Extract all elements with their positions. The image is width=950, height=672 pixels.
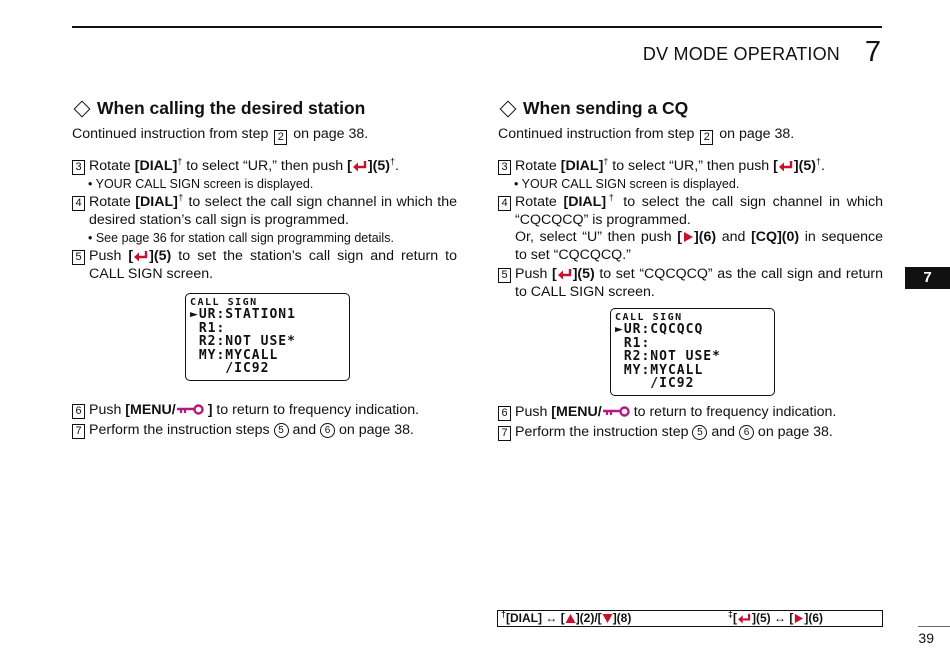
right-arrow-key-icon — [682, 231, 694, 243]
left-step-3: 3 Rotate [DIAL]† to select “UR,” then push [ ](5)†. — [72, 158, 457, 176]
enter-key-icon — [352, 160, 368, 172]
right-bullet-1: • YOUR CALL SIGN screen is displayed. — [514, 177, 740, 191]
page-number: 39 — [918, 630, 934, 646]
left-step-4: 4 Rotate [DIAL]† to select the call sign channel in which the desired station’s call sign is programmed. — [72, 194, 457, 229]
left-column-lower — [72, 402, 457, 441]
right-heading: When sending a CQ — [498, 100, 883, 118]
left-bullet-2: • See page 36 for station call sign programming details. — [88, 231, 394, 245]
section-title: DV MODE OPERATION — [642, 44, 840, 64]
right-continued: Continued instruction from step 2 on page 38. — [498, 125, 795, 143]
right-step-5: 5 Push [ ](5) to set “CQCQCQ” as the call sign and return to CALL SIGN screen. — [498, 266, 883, 301]
right-column — [498, 100, 883, 303]
page-rule — [918, 626, 950, 627]
left-continued: Continued instruction from step 2 on page 38. — [72, 125, 369, 143]
footer-key-note: ‡[ ](5) ↔ [ ](6) — [728, 609, 824, 625]
enter-key-icon — [557, 268, 573, 280]
left-step-6: 6 Push [MENU/ ] to return to frequency indication. — [72, 402, 457, 420]
right-column-lower — [498, 404, 883, 443]
enter-key-icon — [778, 160, 794, 172]
right-step-3: 3 Rotate [DIAL]† to select “UR,” then push [ ](5)†. — [498, 158, 883, 176]
diamond-icon — [500, 100, 517, 117]
right-step-4: 4 Rotate [DIAL]† to select the call sign channel in which “CQCQCQ” is programmed. Or, select “U” then push [ ](6) and [CQ](0) in sequence to set “CQCQCQ.” — [498, 194, 883, 264]
key-icon — [176, 404, 204, 416]
left-step-5: 5 Push [ ](5) to set the station’s call sign and return to CALL SIGN screen. — [72, 248, 457, 283]
chapter-tab[interactable]: 7 — [905, 267, 950, 289]
enter-key-icon — [133, 250, 149, 262]
left-bullet-1: • YOUR CALL SIGN screen is displayed. — [88, 177, 314, 191]
top-rule — [72, 26, 882, 28]
chapter-number: 7 — [864, 36, 881, 68]
footer-key-legend — [497, 610, 883, 627]
key-icon — [602, 406, 630, 418]
right-step-6: 6 Push [MENU/ to return to frequency indication. — [498, 404, 883, 422]
left-heading: When calling the desired station — [72, 100, 457, 118]
up-arrow-key-icon — [565, 613, 576, 624]
diamond-icon — [74, 100, 91, 117]
down-arrow-key-icon — [602, 613, 613, 624]
lcd-call-sign-screen: CALL SIGN ►UR:STATION1 R1: R2:NOT USE* MY:MYCALL /IC92 — [185, 293, 350, 381]
left-column — [72, 100, 457, 285]
enter-key-icon — [737, 613, 752, 624]
lcd-cq-call-sign-screen: CALL SIGN ►UR:CQCQCQ R1: R2:NOT USE* MY:MYCALL /IC92 — [610, 308, 775, 396]
footer-dial-note: †[DIAL] ↔ [ ](2)/[ ](8) — [501, 609, 632, 625]
right-arrow-key-icon — [793, 613, 804, 624]
left-step-7: 7 Perform the instruction steps 5 and 6 on page 38. — [72, 422, 457, 440]
right-step-7: 7 Perform the instruction step 5 and 6 on page 38. — [498, 424, 883, 442]
